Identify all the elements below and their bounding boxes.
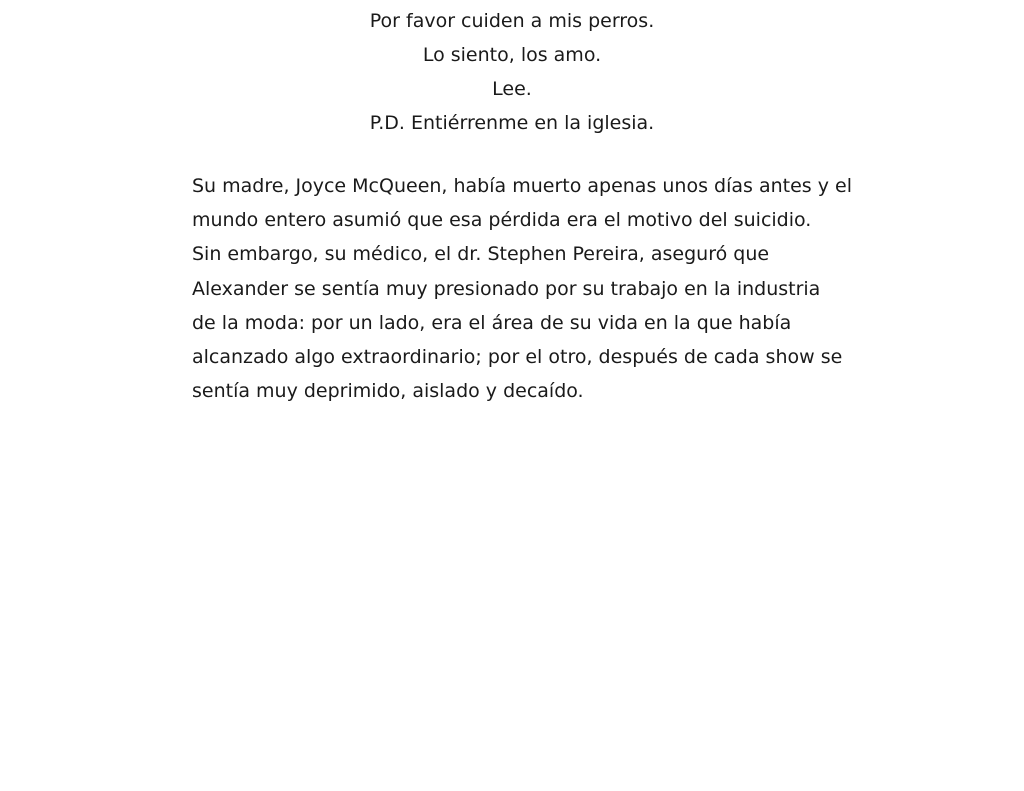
paragraph-line: Su madre, Joyce McQueen, había muerto apenas unos días antes y el [192,175,852,197]
paragraph-line: sentía muy deprimido, aislado y decaído. [192,380,584,403]
note-line: Lee. [492,78,532,100]
note-line: Por favor cuiden a mis perros. [369,10,655,32]
paragraph-line: alcanzado algo extraordinario; por el otro, después de cada show se [192,346,843,369]
paragraph-line: Alexander se sentía muy presionado por su trabajo en la industria [192,277,821,300]
body-paragraph [192,169,852,408]
note-line: P.D. Entiérrenme en la iglesia. [369,112,655,134]
suicide-note-quote [0,4,1024,140]
paragraph-line: Sin embargo, su médico, el dr. Stephen Pereira, aseguró que [192,243,770,266]
note-line: Lo siento, los amo. [422,44,602,66]
paragraph-line: mundo entero asumió que esa pérdida era el motivo del suicidio. [192,209,812,232]
paragraph-line: de la moda: por un lado, era el área de su vida en la que había [192,311,792,334]
